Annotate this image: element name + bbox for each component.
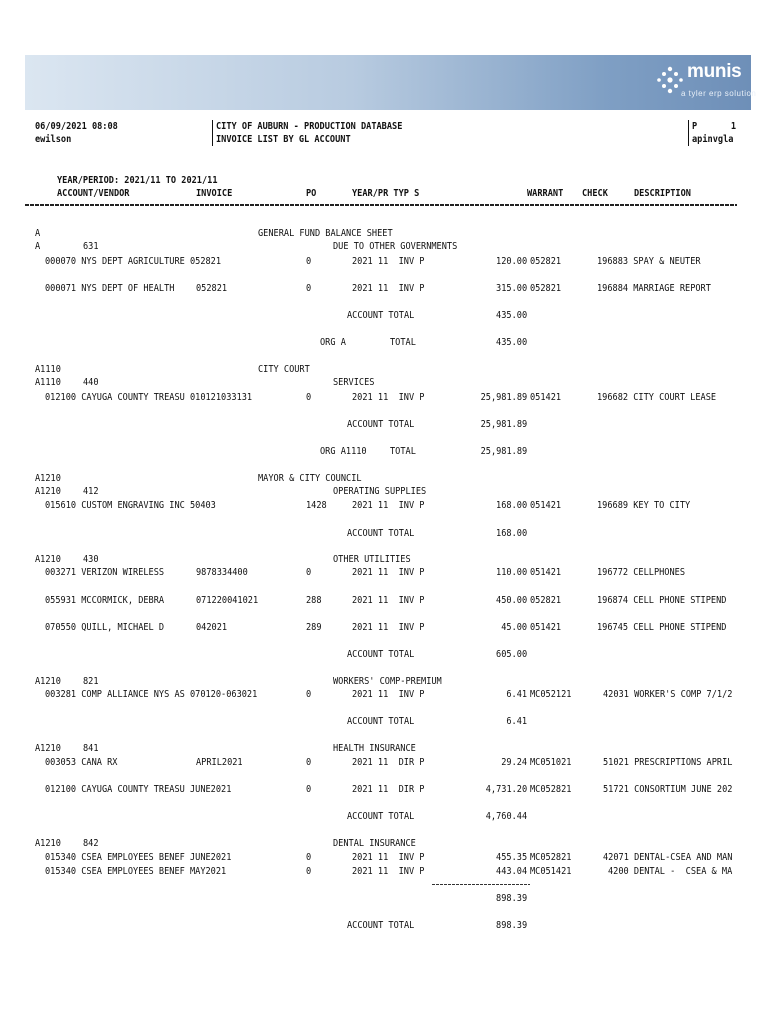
report-line-4-cell-1: 435.00 [495, 310, 527, 321]
report-line-8-cell-2: 2021 11 INV P [352, 392, 425, 403]
header-divider-left [212, 120, 213, 146]
report-line-15-cell-2: OTHER UTILITIES [333, 554, 411, 565]
report-line-13-cell-4: 051421 [530, 500, 562, 511]
report-line-14-cell-1: 168.00 [495, 528, 527, 539]
report-line-18-cell-3: 2021 11 INV P [352, 622, 425, 633]
report-line-17-cell-4: 450.00 [495, 595, 527, 606]
report-line-8-cell-1: 0 [306, 392, 312, 403]
logo-word: munis [687, 61, 742, 82]
report-line-16-cell-4: 110.00 [495, 567, 527, 578]
report-line-0-cell-1: GENERAL FUND BALANCE SHEET [258, 228, 393, 239]
report-line-2-cell-4: 052821 [530, 256, 562, 267]
report-line-8-cell-0: 012100 CAYUGA COUNTY TREASU 010121033131 [45, 392, 253, 403]
report-line-21-cell-1: 0 [306, 689, 312, 700]
report-line-2-cell-3: 120.00 [495, 256, 527, 267]
report-line-20-cell-2: WORKERS' COMP-PREMIUM [333, 676, 442, 687]
logo-subtitle: a tyler erp solution [681, 89, 757, 98]
report-subtitle: INVOICE LIST BY GL ACCOUNT [216, 134, 351, 145]
report-line-3-cell-0: 000071 NYS DEPT OF HEALTH [45, 283, 175, 294]
report-line-13-cell-0: 015610 CUSTOM ENGRAVING INC 50403 [45, 500, 216, 511]
col-year-pr-typ-s: YEAR/PR TYP S [352, 188, 420, 199]
report-line-13-cell-3: 168.00 [495, 500, 527, 511]
col-account-vendor: ACCOUNT/VENDOR [57, 188, 130, 199]
report-line-25-cell-5: 51721 CONSORTIUM JUNE 202 [603, 784, 733, 795]
report-line-18-cell-0: 070550 QUILL, MICHAEL D [45, 622, 165, 633]
report-line-9-cell-1: 25,981.89 [480, 419, 527, 430]
report-line-25-cell-1: 0 [306, 784, 312, 795]
report-line-10-cell-1: TOTAL [390, 446, 416, 457]
report-line-19-cell-0: ACCOUNT TOTAL [347, 649, 415, 660]
report-line-28-cell-2: 2021 11 INV P [352, 852, 425, 863]
report-line-29-cell-1: 0 [306, 866, 312, 877]
report-line-2-cell-1: 0 [306, 256, 312, 267]
program-name: apinvgla [692, 134, 734, 145]
report-line-1-cell-2: DUE TO OTHER GOVERNMENTS [333, 241, 458, 252]
report-line-13-cell-2: 2021 11 INV P [352, 500, 425, 511]
report-line-12-cell-1: 412 [83, 486, 99, 497]
report-line-16-cell-6: 196772 CELLPHONES [597, 567, 686, 578]
report-line-19-cell-1: 605.00 [495, 649, 527, 660]
subtotal-rule [432, 884, 530, 885]
report-line-0-cell-0: A [35, 228, 41, 239]
report-line-3-cell-4: 315.00 [495, 283, 527, 294]
report-line-16-cell-0: 003271 VERIZON WIRELESS [45, 567, 165, 578]
report-line-21-cell-5: 42031 WORKER'S COMP 7/1/2 [603, 689, 733, 700]
report-line-29-cell-5: 4200 DENTAL - CSEA & MA [608, 866, 733, 877]
report-line-16-cell-5: 051421 [530, 567, 562, 578]
report-line-31-cell-0: ACCOUNT TOTAL [347, 920, 415, 931]
report-line-29-cell-2: 2021 11 INV P [352, 866, 425, 877]
report-line-5-cell-2: 435.00 [495, 337, 527, 348]
report-line-28-cell-4: MC052821 [530, 852, 572, 863]
report-line-23-cell-2: HEALTH INSURANCE [333, 743, 416, 754]
report-line-14-cell-0: ACCOUNT TOTAL [347, 528, 415, 539]
report-line-27-cell-1: 842 [83, 838, 99, 849]
report-line-2-cell-2: 2021 11 INV P [352, 256, 425, 267]
report-line-16-cell-3: 2021 11 INV P [352, 567, 425, 578]
header-separator [25, 204, 737, 206]
report-line-2-cell-5: 196883 SPAY & NEUTER [597, 256, 701, 267]
col-invoice: INVOICE [196, 188, 233, 199]
report-line-17-cell-6: 196874 CELL PHONE STIPEND [597, 595, 727, 606]
col-check: CHECK [582, 188, 608, 199]
report-line-27-cell-0: A1210 [35, 838, 61, 849]
report-line-28-cell-5: 42071 DENTAL-CSEA AND MAN [603, 852, 733, 863]
report-line-29-cell-4: MC051421 [530, 866, 572, 877]
report-line-31-cell-1: 898.39 [495, 920, 527, 931]
report-line-28-cell-0: 015340 CSEA EMPLOYEES BENEF JUNE2021 [45, 852, 232, 863]
report-line-3-cell-6: 196884 MARRIAGE REPORT [597, 283, 711, 294]
report-line-21-cell-2: 2021 11 INV P [352, 689, 425, 700]
report-line-12-cell-0: A1210 [35, 486, 61, 497]
report-line-26-cell-1: 4,760.44 [485, 811, 527, 822]
header-divider-right [688, 120, 689, 146]
report-line-21-cell-4: MC052121 [530, 689, 572, 700]
report-line-25-cell-2: 2021 11 DIR P [352, 784, 425, 795]
report-line-13-cell-1: 1428 [306, 500, 327, 511]
report-line-25-cell-4: MC052821 [530, 784, 572, 795]
report-line-20-cell-0: A1210 [35, 676, 61, 687]
report-line-28-cell-3: 455.35 [495, 852, 527, 863]
report-line-20-cell-1: 821 [83, 676, 99, 687]
report-line-17-cell-1: 071220041021 [196, 595, 259, 606]
report-line-8-cell-4: 051421 [530, 392, 562, 403]
report-line-24-cell-2: 0 [306, 757, 312, 768]
report-line-8-cell-3: 25,981.89 [480, 392, 527, 403]
report-line-7-cell-0: A1110 [35, 377, 61, 388]
report-line-1-cell-1: 631 [83, 241, 99, 252]
report-line-25-cell-0: 012100 CAYUGA COUNTY TREASU JUNE2021 [45, 784, 232, 795]
report-line-17-cell-2: 288 [306, 595, 322, 606]
report-banner [25, 55, 757, 110]
report-line-5-cell-1: TOTAL [390, 337, 416, 348]
report-line-17-cell-0: 055931 MCCORMICK, DEBRA [45, 595, 165, 606]
report-user: ewilson [35, 134, 72, 145]
report-line-21-cell-3: 6.41 [506, 689, 527, 700]
report-line-11-cell-1: MAYOR & CITY COUNCIL [258, 473, 362, 484]
report-line-25-cell-3: 4,731.20 [485, 784, 527, 795]
report-line-2-cell-0: 000070 NYS DEPT AGRICULTURE 052821 [45, 256, 222, 267]
report-line-10-cell-2: 25,981.89 [480, 446, 527, 457]
period-range: YEAR/PERIOD: 2021/11 TO 2021/11 [57, 175, 218, 186]
report-line-17-cell-5: 052821 [530, 595, 562, 606]
report-line-4-cell-0: ACCOUNT TOTAL [347, 310, 415, 321]
col-po: PO [306, 188, 317, 199]
report-line-5-cell-0: ORG A [320, 337, 346, 348]
report-line-24-cell-3: 2021 11 DIR P [352, 757, 425, 768]
report-line-28-cell-1: 0 [306, 852, 312, 863]
report-line-16-cell-2: 0 [306, 567, 312, 578]
report-line-26-cell-0: ACCOUNT TOTAL [347, 811, 415, 822]
report-line-3-cell-1: 052821 [196, 283, 228, 294]
report-line-22-cell-0: ACCOUNT TOTAL [347, 716, 415, 727]
report-line-23-cell-1: 841 [83, 743, 99, 754]
report-line-24-cell-1: APRIL2021 [196, 757, 243, 768]
page-label: P [692, 121, 698, 132]
report-line-24-cell-0: 003053 CANA RX [45, 757, 118, 768]
report-date: 06/09/2021 08:08 [35, 121, 118, 132]
report-line-29-cell-3: 443.04 [495, 866, 527, 877]
report-line-30-cell-0: 898.39 [495, 893, 527, 904]
report-line-23-cell-0: A1210 [35, 743, 61, 754]
report-line-11-cell-0: A1210 [35, 473, 61, 484]
report-line-18-cell-4: 45.00 [501, 622, 527, 633]
report-line-13-cell-5: 196689 KEY TO CITY [597, 500, 691, 511]
report-line-18-cell-6: 196745 CELL PHONE STIPEND [597, 622, 727, 633]
col-warrant: WARRANT [527, 188, 564, 199]
report-line-24-cell-6: 51021 PRESCRIPTIONS APRIL [603, 757, 733, 768]
report-title: CITY OF AUBURN - PRODUCTION DATABASE [216, 121, 403, 132]
report-line-3-cell-5: 052821 [530, 283, 562, 294]
report-line-6-cell-1: CITY COURT [258, 364, 310, 375]
report-line-7-cell-1: 440 [83, 377, 99, 388]
report-line-29-cell-0: 015340 CSEA EMPLOYEES BENEF MAY2021 [45, 866, 227, 877]
report-line-1-cell-0: A [35, 241, 41, 252]
report-line-3-cell-2: 0 [306, 283, 312, 294]
report-line-27-cell-2: DENTAL INSURANCE [333, 838, 416, 849]
report-line-21-cell-0: 003281 COMP ALLIANCE NYS AS 070120-063021 [45, 689, 258, 700]
report-line-15-cell-1: 430 [83, 554, 99, 565]
report-line-18-cell-1: 042021 [196, 622, 228, 633]
report-line-18-cell-2: 289 [306, 622, 322, 633]
report-line-12-cell-2: OPERATING SUPPLIES [333, 486, 427, 497]
page-number: 1 [730, 121, 736, 132]
report-line-18-cell-5: 051421 [530, 622, 562, 633]
report-line-24-cell-5: MC051021 [530, 757, 572, 768]
col-description: DESCRIPTION [634, 188, 691, 199]
report-line-7-cell-2: SERVICES [333, 377, 375, 388]
report-line-8-cell-5: 196682 CITY COURT LEASE [597, 392, 717, 403]
report-line-22-cell-1: 6.41 [506, 716, 527, 727]
report-line-17-cell-3: 2021 11 INV P [352, 595, 425, 606]
report-line-16-cell-1: 9878334400 [196, 567, 248, 578]
report-line-15-cell-0: A1210 [35, 554, 61, 565]
munis-logo [651, 61, 757, 105]
report-line-10-cell-0: ORG A1110 [320, 446, 367, 457]
report-line-9-cell-0: ACCOUNT TOTAL [347, 419, 415, 430]
report-line-3-cell-3: 2021 11 INV P [352, 283, 425, 294]
report-line-24-cell-4: 29.24 [501, 757, 527, 768]
report-line-6-cell-0: A1110 [35, 364, 61, 375]
